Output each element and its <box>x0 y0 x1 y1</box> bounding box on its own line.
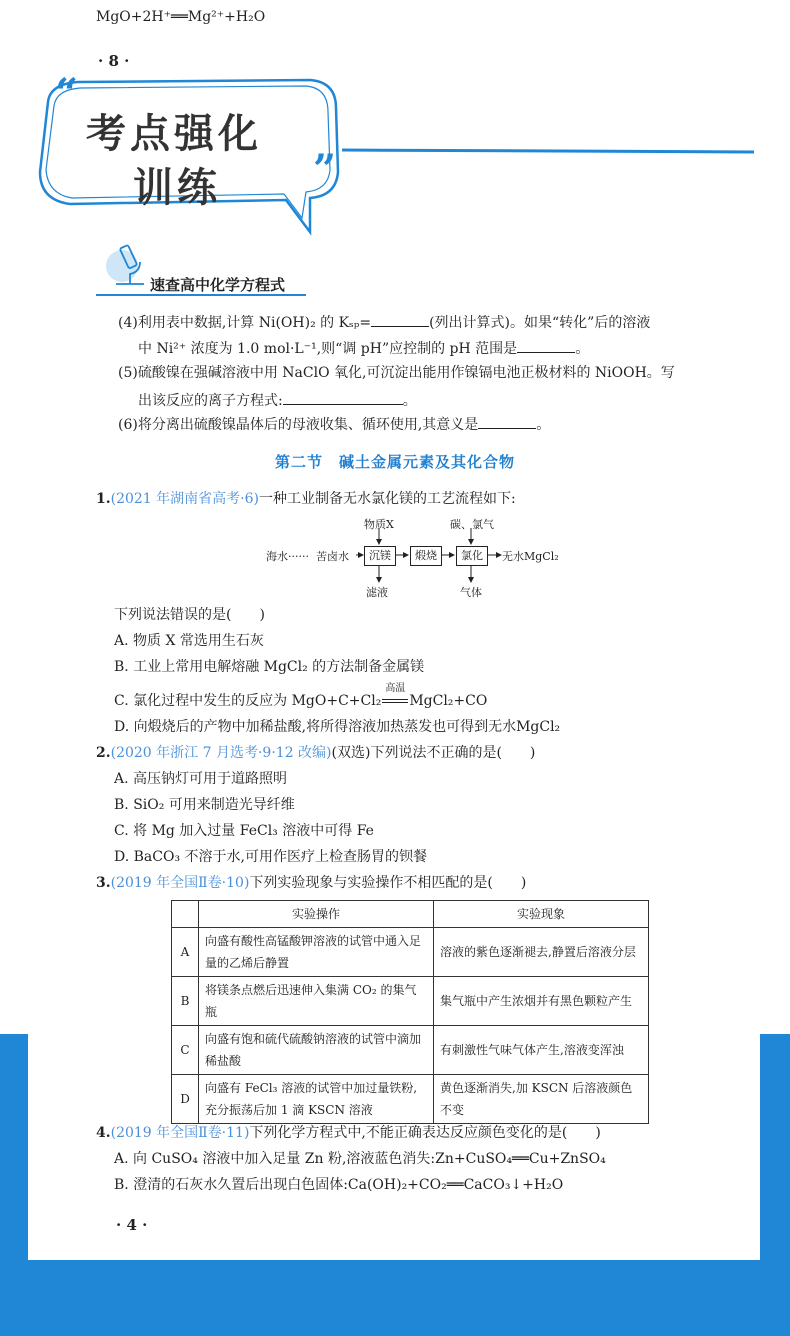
q1-prompt: 下列说法错误的是( ) <box>114 607 265 623</box>
table-row <box>172 1075 649 1124</box>
flow-step-chlorinate: 氯化 <box>456 546 488 566</box>
q2-option-b: B. SiO₂ 可用来制造光导纤维 <box>114 797 295 813</box>
banner-title-line2: 训练 <box>133 165 221 211</box>
q1-option-d: D. 向煅烧后的产物中加稀盐酸,将所得溶液加热蒸发也可得到无水MgCl₂ <box>114 719 561 735</box>
q4-option-a: A. 向 CuSO₄ 溶液中加入足量 Zn 粉,溶液蓝色消失:Zn+CuSO₄══Cu+ZnSO₄ <box>114 1151 606 1167</box>
row-label: B <box>172 977 199 1026</box>
flow-brine: 苦卤水 <box>316 550 349 563</box>
flow-seawater: 海水······ <box>266 550 309 563</box>
table-row <box>172 1026 649 1075</box>
flow-reagent-c-cl2: 碳、氯气 <box>450 518 494 531</box>
q1-option-c: C. 氯化过程中发生的反应为 MgO+C+Cl₂ 高温 MgCl₂+CO <box>114 692 487 710</box>
q1-option-a: A. 物质 X 常选用生石灰 <box>114 633 264 649</box>
row-phenomenon: 有刺激性气味气体产生,溶液变浑浊 <box>434 1026 649 1075</box>
flow-product: 无水MgCl₂ <box>502 550 559 563</box>
q2-option-d: D. BaCO₃ 不溶于水,可用作医疗上检查肠胃的钡餐 <box>114 849 427 865</box>
q4-option-b: B. 澄清的石灰水久置后出现白色固体:Ca(OH)₂+CO₂══CaCO₃↓+H₂O <box>114 1177 564 1193</box>
page-number-bottom: · 4 · <box>116 1216 148 1234</box>
q3-stem: 3.(2019 年全国Ⅱ卷·10)下列实验现象与实验操作不相匹配的是( ) <box>96 875 527 891</box>
flow-step-precipitate: 沉镁 <box>364 546 396 566</box>
subheader-underline <box>96 294 306 296</box>
subheader-title: 速查高中化学方程式 <box>150 276 286 294</box>
page-number-top: · 8 · <box>98 52 130 70</box>
q1-stem: 1.(2021 年湖南省高考·6)一种工业制备无水氯化镁的工艺流程如下: <box>96 491 516 507</box>
row-operation: 向盛有酸性高锰酸钾溶液的试管中通入足量的乙烯后静置 <box>199 928 434 977</box>
row-operation: 向盛有 FeCl₃ 溶液的试管中加过量铁粉,充分振荡后加 1 滴 KSCN 溶液 <box>199 1075 434 1124</box>
high-temp-condition: 高温 <box>385 683 406 694</box>
row-operation: 向盛有饱和硫代硫酸钠溶液的试管中滴加稀盐酸 <box>199 1026 434 1075</box>
table-header-blank <box>172 901 199 928</box>
flow-filtrate: 滤液 <box>366 586 388 599</box>
banner-title-line1: 考点强化 <box>86 111 262 157</box>
flow-reagent-x: 物质X <box>364 518 394 531</box>
flow-step-calcine: 煅烧 <box>410 546 442 566</box>
section-title: 第二节 碱土金属元素及其化合物 <box>274 453 515 471</box>
q4-prev-line1: (4)利用表中数据,计算 Ni(OH)₂ 的 Kₛₚ= (列出计算式)。如果“转化”后的溶液 <box>118 312 650 332</box>
q4-stem: 4.(2019 年全国Ⅱ卷·11)下列化学方程式中,不能正确表达反应颜色变化的是( ) <box>96 1125 601 1141</box>
q5-prev-line2: 出该反应的离子方程式: 。 <box>138 390 417 410</box>
q4-prev-line2: 中 Ni²⁺ 浓度为 1.0 mol·L⁻¹,则“调 pH”应控制的 pH 范围是 。 <box>138 338 589 358</box>
flow-arrows <box>340 528 510 588</box>
table-row <box>172 977 649 1026</box>
top-equation: MgO+2H⁺══Mg²⁺+H₂O <box>96 9 266 25</box>
table-header-operation: 实验操作 <box>199 901 434 928</box>
table-header-row <box>172 901 649 928</box>
q1-option-b: B. 工业上常用电解熔融 MgCl₂ 的方法制备金属镁 <box>114 659 425 675</box>
row-label: A <box>172 928 199 977</box>
q5-prev-line1: (5)硫酸镍在强碱溶液中用 NaClO 氧化,可沉淀出能用作镍镉电池正极材料的 NiOOH。写 <box>118 365 675 381</box>
row-label: C <box>172 1026 199 1075</box>
row-phenomenon: 溶液的紫色逐渐褪去,静置后溶液分层 <box>434 928 649 977</box>
row-label: D <box>172 1075 199 1124</box>
q6-prev-line: (6)将分离出硫酸镍晶体后的母液收集、循环使用,其意义是 。 <box>118 414 550 434</box>
table-row <box>172 928 649 977</box>
q2-option-a: A. 高压钠灯可用于道路照明 <box>114 771 288 787</box>
flow-gas: 气体 <box>460 586 482 599</box>
open-quote-mark: “ <box>55 70 79 117</box>
table-header-phenomenon: 实验现象 <box>434 901 649 928</box>
close-quote-mark: ” <box>313 146 337 193</box>
row-phenomenon: 黄色逐渐消失,加 KSCN 后溶液颜色不变 <box>434 1075 649 1124</box>
q2-stem: 2.(2020 年浙江 7 月选考·9·12 改编)(双选)下列说法不正确的是( ) <box>96 745 536 761</box>
row-operation: 将镁条点燃后迅速伸入集满 CO₂ 的集气瓶 <box>199 977 434 1026</box>
q2-option-c: C. 将 Mg 加入过量 FeCl₃ 溶液中可得 Fe <box>114 823 374 839</box>
q3-experiment-table <box>171 900 649 1124</box>
row-phenomenon: 集气瓶中产生浓烟并有黑色颗粒产生 <box>434 977 649 1026</box>
